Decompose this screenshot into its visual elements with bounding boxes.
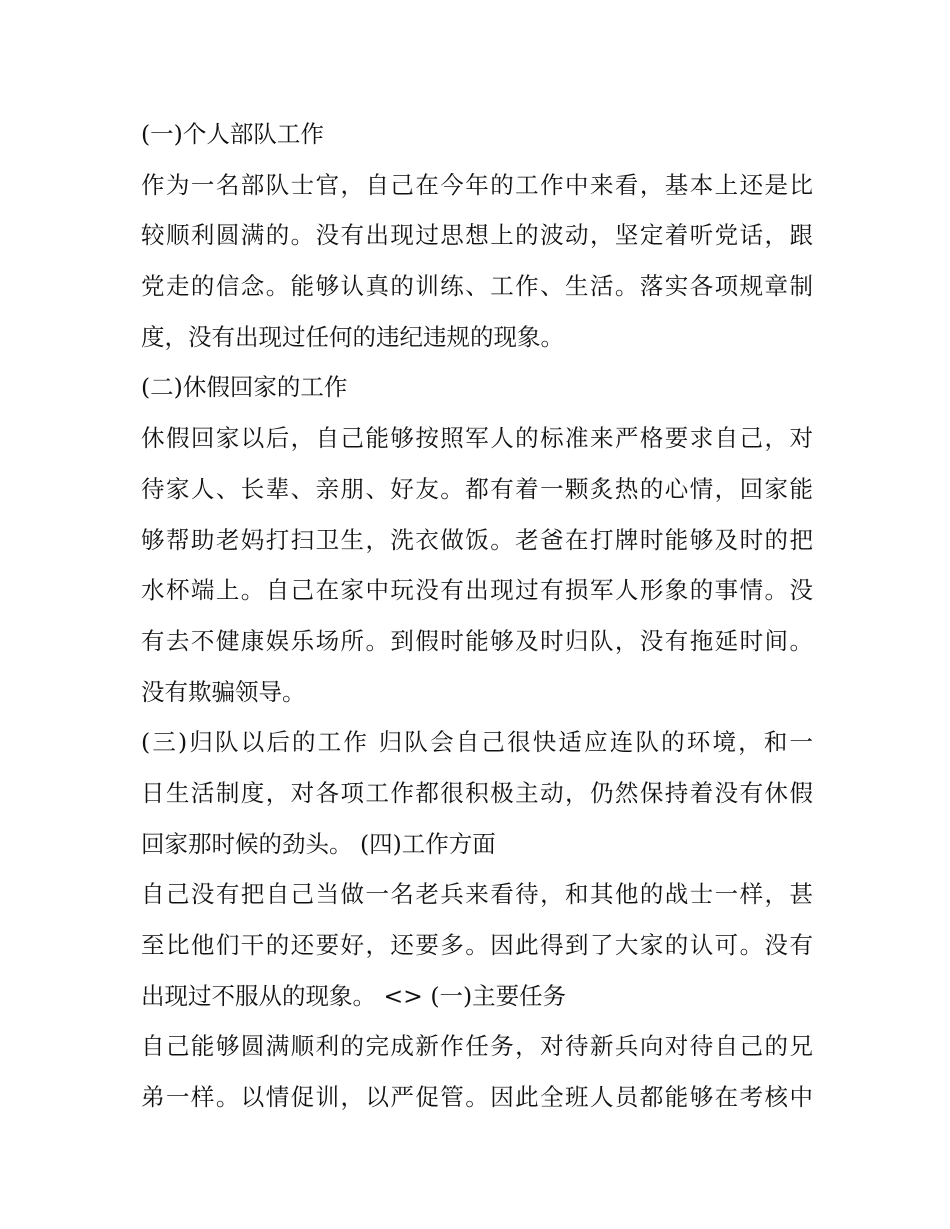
paragraph-line: 日生活制度，对各项工作都很积极主动，仍然保持着没有休假 xyxy=(141,778,813,807)
paragraph-line: 水杯端上。自己在家中玩没有出现过有损军人形象的事情。没 xyxy=(141,576,813,605)
paragraph-line: 自己能够圆满顺利的完成新作任务，对待新兵向对待自己的兄 xyxy=(141,1032,813,1061)
paragraph-line: 出现过不服从的现象。 <> (一)主要任务 xyxy=(141,981,567,1010)
paragraph-line: 弟一样。以情促训，以严促管。因此全班人员都能够在考核中 xyxy=(141,1083,813,1112)
paragraph-line: 够帮助老妈打扫卫生，洗衣做饭。老爸在打牌时能够及时的把 xyxy=(141,525,813,554)
paragraph-line: (三)归队以后的工作 归队会自己很快适应连队的环境，和一 xyxy=(141,728,813,757)
paragraph-line: 待家人、长辈、亲朋、好友。都有着一颗炙热的心情，回家能 xyxy=(141,474,813,503)
paragraph-line: 度，没有出现过任何的违纪违规的现象。 xyxy=(141,322,564,351)
heading-vacation-work: (二)休假回家的工作 xyxy=(141,373,348,402)
paragraph-line: 没有欺骗领导。 xyxy=(141,677,306,706)
paragraph-line: 有去不健康娱乐场所。到假时能够及时归队，没有拖延时间。 xyxy=(141,626,813,655)
paragraph-line: 至比他们干的还要好，还要多。因此得到了大家的认可。没有 xyxy=(141,931,813,959)
paragraph-line: 自己没有把自己当做一名老兵来看待，和其他的战士一样，甚 xyxy=(141,880,813,909)
document-body xyxy=(141,109,813,1123)
paragraph-line: 作为一名部队士官，自己在今年的工作中来看，基本上还是比 xyxy=(141,170,813,199)
paragraph-line: 回家那时候的劲头。 (四)工作方面 xyxy=(141,829,496,858)
paragraph-line: 休假回家以后，自己能够按照军人的标准来严格要求自己，对 xyxy=(141,424,813,453)
paragraph-line: 较顺利圆满的。没有出现过思想上的波动，坚定着听党话，跟 xyxy=(141,221,813,250)
paragraph-line: 党走的信念。能够认真的训练、工作、生活。落实各项规章制 xyxy=(141,272,813,301)
heading-personal-unit-work: (一)个人部队工作 xyxy=(141,120,324,148)
